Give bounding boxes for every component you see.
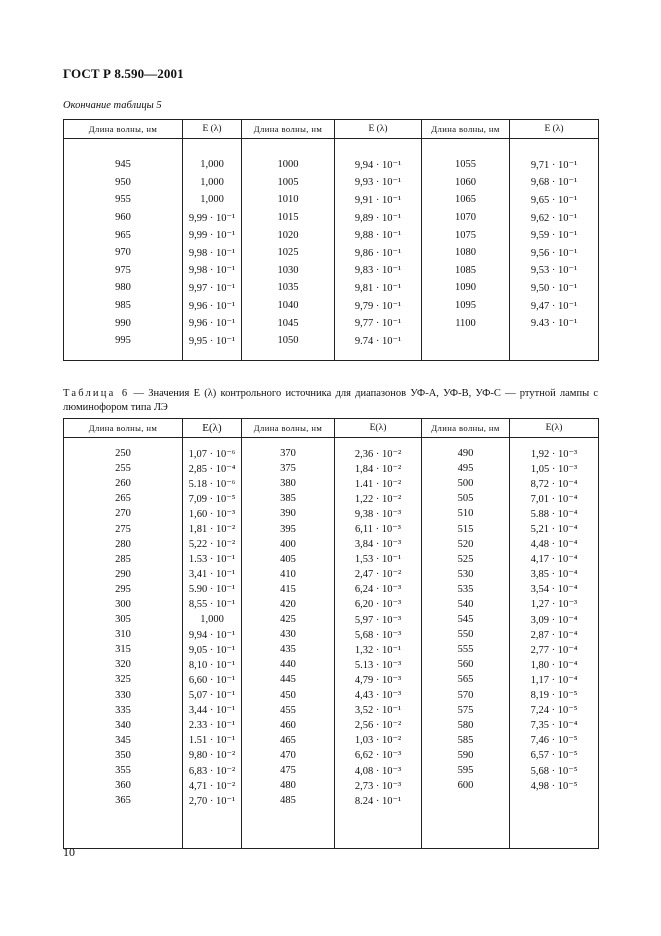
e-value-cell: 3,85 · 10⁻⁴ — [510, 567, 599, 582]
table-row — [64, 597, 599, 612]
table5-col-wavelength-1: Длина волны, нм — [64, 120, 183, 139]
wavelength-cell: 370 — [242, 446, 335, 461]
e-value-cell: 1,60 · 10⁻³ — [183, 506, 242, 521]
e-value-cell — [510, 332, 599, 350]
wavelength-cell: 995 — [64, 332, 183, 350]
wavelength-cell: 1030 — [242, 262, 335, 280]
wavelength-cell: 1100 — [422, 314, 510, 332]
table-row — [64, 763, 599, 778]
wavelength-cell: 1040 — [242, 297, 335, 315]
wavelength-cell: 400 — [242, 537, 335, 552]
e-value-cell: 6,57 · 10⁻⁵ — [510, 748, 599, 763]
table-row — [64, 703, 599, 718]
wavelength-cell: 360 — [64, 778, 183, 793]
wavelength-cell: 1080 — [422, 244, 510, 262]
e-value-cell: 9,80 · 10⁻² — [183, 748, 242, 763]
e-value-cell: 2,85 · 10⁻⁴ — [183, 461, 242, 476]
wavelength-cell: 525 — [422, 552, 510, 567]
table-row — [64, 191, 599, 209]
table-cell — [183, 438, 242, 447]
e-value-cell: 9,83 · 10⁻¹ — [335, 262, 422, 280]
wavelength-cell: 1075 — [422, 226, 510, 244]
e-value-cell: 8,19 · 10⁻⁵ — [510, 688, 599, 703]
e-value-cell: 9,62 · 10⁻¹ — [510, 209, 599, 227]
wavelength-cell: 1015 — [242, 209, 335, 227]
wavelength-cell: 530 — [422, 567, 510, 582]
e-value-cell: 1,32 · 10⁻¹ — [335, 642, 422, 657]
wavelength-cell: 300 — [64, 597, 183, 612]
e-value-cell: 7,46 · 10⁻⁵ — [510, 733, 599, 748]
e-value-cell: 1,80 · 10⁻⁴ — [510, 657, 599, 672]
e-value-cell: 9,79 · 10⁻¹ — [335, 297, 422, 315]
table-row — [64, 537, 599, 552]
e-value-cell: 9,05 · 10⁻¹ — [183, 642, 242, 657]
e-value-cell: 2,73 · 10⁻³ — [335, 778, 422, 793]
table-row — [64, 446, 599, 461]
e-value-cell: 6,24 · 10⁻³ — [335, 582, 422, 597]
e-value-cell: 9,86 · 10⁻¹ — [335, 244, 422, 262]
wavelength-cell: 950 — [64, 174, 183, 192]
e-value-cell: 4,48 · 10⁻⁴ — [510, 537, 599, 552]
table6-col-e-2: E(λ) — [335, 419, 422, 438]
wavelength-cell: 600 — [422, 778, 510, 793]
wavelength-cell: 990 — [64, 314, 183, 332]
wavelength-cell: 415 — [242, 582, 335, 597]
wavelength-cell: 380 — [242, 476, 335, 491]
wavelength-cell: 1010 — [242, 191, 335, 209]
table-cell — [64, 139, 183, 157]
table-row — [64, 174, 599, 192]
table5-body — [64, 139, 599, 361]
table-cell — [183, 139, 242, 157]
table-spacer-row — [64, 139, 599, 157]
e-value-cell: 1,17 · 10⁻⁴ — [510, 672, 599, 687]
wavelength-cell: 575 — [422, 703, 510, 718]
e-value-cell: 9.74 · 10⁻¹ — [335, 332, 422, 350]
table-row — [64, 582, 599, 597]
e-value-cell: 6,83 · 10⁻² — [183, 763, 242, 778]
wavelength-cell: 960 — [64, 209, 183, 227]
e-value-cell: 1,07 · 10⁻⁶ — [183, 446, 242, 461]
wavelength-cell: 970 — [64, 244, 183, 262]
e-value-cell: 1.51 · 10⁻¹ — [183, 733, 242, 748]
e-value-cell: 5,07 · 10⁻¹ — [183, 688, 242, 703]
wavelength-cell: 315 — [64, 642, 183, 657]
e-value-cell: 5,97 · 10⁻³ — [335, 612, 422, 627]
table-cell — [510, 438, 599, 447]
e-value-cell: 1,27 · 10⁻³ — [510, 597, 599, 612]
table-tail-row — [64, 350, 599, 361]
e-value-cell: 9,94 · 10⁻¹ — [335, 156, 422, 174]
table-row — [64, 506, 599, 521]
wavelength-cell: 285 — [64, 552, 183, 567]
wavelength-cell: 345 — [64, 733, 183, 748]
table5-col-e-3: E (λ) — [510, 120, 599, 139]
wavelength-cell: 335 — [64, 703, 183, 718]
e-value-cell: 1,53 · 10⁻¹ — [335, 552, 422, 567]
wavelength-cell: 1060 — [422, 174, 510, 192]
wavelength-cell: 310 — [64, 627, 183, 642]
table-cell — [183, 808, 242, 849]
table-cell — [510, 808, 599, 849]
table6-caption-text: — Значения E (λ) контрольного источника для диапазонов УФ-А, УФ-В, УФ-С — ртутной лампы с люминофором типа ЛЭ — [63, 388, 598, 413]
e-value-cell: 2,36 · 10⁻² — [335, 446, 422, 461]
table-row — [64, 262, 599, 280]
table-cell — [422, 350, 510, 361]
wavelength-cell: 1090 — [422, 279, 510, 297]
table-row — [64, 461, 599, 476]
e-value-cell: 1,84 · 10⁻² — [335, 461, 422, 476]
wavelength-cell: 1095 — [422, 297, 510, 315]
wavelength-cell: 250 — [64, 446, 183, 461]
table-cell — [422, 139, 510, 157]
table6-col-wavelength-1: Длина волны, нм — [64, 419, 183, 438]
wavelength-cell: 350 — [64, 748, 183, 763]
table-row — [64, 226, 599, 244]
table5-col-e-2: E (λ) — [335, 120, 422, 139]
e-value-cell: 1,92 · 10⁻³ — [510, 446, 599, 461]
e-value-cell: 1,000 — [183, 191, 242, 209]
e-value-cell — [510, 793, 599, 808]
wavelength-cell: 565 — [422, 672, 510, 687]
wavelength-cell: 280 — [64, 537, 183, 552]
table5-col-wavelength-2: Длина волны, нм — [242, 120, 335, 139]
table-spacer-row — [64, 438, 599, 447]
table5-col-e-1: E (λ) — [183, 120, 242, 139]
table-row — [64, 657, 599, 672]
wavelength-cell: 385 — [242, 491, 335, 506]
wavelength-cell: 1065 — [422, 191, 510, 209]
table-row — [64, 297, 599, 315]
e-value-cell: 5,68 · 10⁻⁵ — [510, 763, 599, 778]
table-row — [64, 521, 599, 536]
wavelength-cell: 450 — [242, 688, 335, 703]
wavelength-cell: 375 — [242, 461, 335, 476]
e-value-cell: 4,43 · 10⁻³ — [335, 688, 422, 703]
e-value-cell: 9,59 · 10⁻¹ — [510, 226, 599, 244]
wavelength-cell: 1085 — [422, 262, 510, 280]
e-value-cell: 9,97 · 10⁻¹ — [183, 279, 242, 297]
wavelength-cell: 1005 — [242, 174, 335, 192]
e-value-cell: 3,84 · 10⁻³ — [335, 537, 422, 552]
wavelength-cell: 550 — [422, 627, 510, 642]
wavelength-cell: 955 — [64, 191, 183, 209]
table6-col-wavelength-2: Длина волны, нм — [242, 419, 335, 438]
wavelength-cell: 305 — [64, 612, 183, 627]
e-value-cell: 1,03 · 10⁻² — [335, 733, 422, 748]
e-value-cell: 2,70 · 10⁻¹ — [183, 793, 242, 808]
e-value-cell: 9,50 · 10⁻¹ — [510, 279, 599, 297]
e-value-cell: 1.41 · 10⁻² — [335, 476, 422, 491]
e-value-cell: 4,79 · 10⁻³ — [335, 672, 422, 687]
e-value-cell: 9,56 · 10⁻¹ — [510, 244, 599, 262]
wavelength-cell: 295 — [64, 582, 183, 597]
table-cell — [242, 808, 335, 849]
e-value-cell: 8,72 · 10⁻⁴ — [510, 476, 599, 491]
wavelength-cell: 1055 — [422, 156, 510, 174]
e-value-cell: 9,68 · 10⁻¹ — [510, 174, 599, 192]
e-value-cell: 5,21 · 10⁻⁴ — [510, 521, 599, 536]
e-value-cell: 9,53 · 10⁻¹ — [510, 262, 599, 280]
wavelength-cell: 275 — [64, 521, 183, 536]
wavelength-cell: 320 — [64, 657, 183, 672]
e-value-cell: 9,91 · 10⁻¹ — [335, 191, 422, 209]
wavelength-cell: 595 — [422, 763, 510, 778]
table5-col-wavelength-3: Длина волны, нм — [422, 120, 510, 139]
e-value-cell: 5,68 · 10⁻³ — [335, 627, 422, 642]
e-value-cell: 7,01 · 10⁻⁴ — [510, 491, 599, 506]
e-value-cell: 3,44 · 10⁻¹ — [183, 703, 242, 718]
table-row — [64, 567, 599, 582]
wavelength-cell: 975 — [64, 262, 183, 280]
e-value-cell: 9,89 · 10⁻¹ — [335, 209, 422, 227]
table-row — [64, 733, 599, 748]
e-value-cell: 5.88 · 10⁻⁴ — [510, 506, 599, 521]
e-value-cell: 5.90 · 10⁻¹ — [183, 582, 242, 597]
e-value-cell: 3,09 · 10⁻⁴ — [510, 612, 599, 627]
wavelength-cell: 490 — [422, 446, 510, 461]
table-row — [64, 627, 599, 642]
e-value-cell: 9,98 · 10⁻¹ — [183, 262, 242, 280]
table-row — [64, 688, 599, 703]
wavelength-cell: 265 — [64, 491, 183, 506]
table-cell — [242, 438, 335, 447]
e-value-cell: 9,99 · 10⁻¹ — [183, 226, 242, 244]
table-row — [64, 279, 599, 297]
wavelength-cell: 1045 — [242, 314, 335, 332]
table-row — [64, 332, 599, 350]
e-value-cell: 6,11 · 10⁻³ — [335, 521, 422, 536]
wavelength-cell: 435 — [242, 642, 335, 657]
wavelength-cell: 540 — [422, 597, 510, 612]
wavelength-cell: 410 — [242, 567, 335, 582]
wavelength-cell: 470 — [242, 748, 335, 763]
table-cell — [335, 438, 422, 447]
wavelength-cell: 945 — [64, 156, 183, 174]
table-row — [64, 156, 599, 174]
table6-header-row — [64, 419, 599, 438]
wavelength-cell: 475 — [242, 763, 335, 778]
table6-caption-label: Таблица 6 — [63, 388, 130, 399]
table-cell — [64, 350, 183, 361]
table6-body — [64, 438, 599, 849]
e-value-cell: 2,77 · 10⁻⁴ — [510, 642, 599, 657]
table-row — [64, 718, 599, 733]
table-cell — [510, 350, 599, 361]
table-row — [64, 314, 599, 332]
e-value-cell: 3,52 · 10⁻¹ — [335, 703, 422, 718]
wavelength-cell: 1035 — [242, 279, 335, 297]
wavelength-cell: 270 — [64, 506, 183, 521]
wavelength-cell: 455 — [242, 703, 335, 718]
wavelength-cell: 290 — [64, 567, 183, 582]
table-row — [64, 244, 599, 262]
e-value-cell: 9,47 · 10⁻¹ — [510, 297, 599, 315]
e-value-cell: 1,05 · 10⁻³ — [510, 461, 599, 476]
wavelength-cell: 430 — [242, 627, 335, 642]
wavelength-cell: 485 — [242, 793, 335, 808]
table-row — [64, 778, 599, 793]
wavelength-cell — [422, 793, 510, 808]
wavelength-cell: 340 — [64, 718, 183, 733]
wavelength-cell: 480 — [242, 778, 335, 793]
e-value-cell: 9,95 · 10⁻¹ — [183, 332, 242, 350]
e-value-cell: 9,99 · 10⁻¹ — [183, 209, 242, 227]
e-value-cell: 1,000 — [183, 612, 242, 627]
e-value-cell: 9,96 · 10⁻¹ — [183, 314, 242, 332]
wavelength-cell: 365 — [64, 793, 183, 808]
table-cell — [335, 808, 422, 849]
table-row — [64, 748, 599, 763]
e-value-cell: 9,88 · 10⁻¹ — [335, 226, 422, 244]
e-value-cell: 9,98 · 10⁻¹ — [183, 244, 242, 262]
e-value-cell: 8,10 · 10⁻¹ — [183, 657, 242, 672]
table6-col-e-1: E(λ) — [183, 419, 242, 438]
e-value-cell: 6,62 · 10⁻³ — [335, 748, 422, 763]
wavelength-cell: 325 — [64, 672, 183, 687]
e-value-cell: 9,94 · 10⁻¹ — [183, 627, 242, 642]
e-value-cell: 6,60 · 10⁻¹ — [183, 672, 242, 687]
table5-header-row — [64, 120, 599, 139]
e-value-cell: 9.43 · 10⁻¹ — [510, 314, 599, 332]
e-value-cell: 9,81 · 10⁻¹ — [335, 279, 422, 297]
wavelength-cell: 505 — [422, 491, 510, 506]
table-cell — [335, 350, 422, 361]
table-row — [64, 793, 599, 808]
wavelength-cell: 520 — [422, 537, 510, 552]
wavelength-cell: 515 — [422, 521, 510, 536]
table-tail-row — [64, 808, 599, 849]
e-value-cell: 5,22 · 10⁻² — [183, 537, 242, 552]
table-row — [64, 612, 599, 627]
table-cell — [242, 139, 335, 157]
wavelength-cell: 965 — [64, 226, 183, 244]
e-value-cell: 1,22 · 10⁻² — [335, 491, 422, 506]
wavelength-cell: 390 — [242, 506, 335, 521]
wavelength-cell: 1000 — [242, 156, 335, 174]
wavelength-cell: 260 — [64, 476, 183, 491]
wavelength-cell: 590 — [422, 748, 510, 763]
wavelength-cell: 355 — [64, 763, 183, 778]
table-row — [64, 642, 599, 657]
e-value-cell: 9,38 · 10⁻³ — [335, 506, 422, 521]
table-cell — [335, 139, 422, 157]
e-value-cell: 2,47 · 10⁻² — [335, 567, 422, 582]
table6-col-e-3: E(λ) — [510, 419, 599, 438]
wavelength-cell: 555 — [422, 642, 510, 657]
wavelength-cell: 465 — [242, 733, 335, 748]
wavelength-cell: 440 — [242, 657, 335, 672]
table-cell — [422, 438, 510, 447]
e-value-cell: 3,54 · 10⁻⁴ — [510, 582, 599, 597]
e-value-cell: 5.18 · 10⁻⁶ — [183, 476, 242, 491]
wavelength-cell: 985 — [64, 297, 183, 315]
e-value-cell: 7,35 · 10⁻⁴ — [510, 718, 599, 733]
table-cell — [64, 808, 183, 849]
e-value-cell: 8.24 · 10⁻¹ — [335, 793, 422, 808]
e-value-cell: 5.13 · 10⁻³ — [335, 657, 422, 672]
table-cell — [510, 139, 599, 157]
wavelength-cell: 1070 — [422, 209, 510, 227]
e-value-cell: 9,71 · 10⁻¹ — [510, 156, 599, 174]
table-row — [64, 491, 599, 506]
e-value-cell: 9,93 · 10⁻¹ — [335, 174, 422, 192]
wavelength-cell: 395 — [242, 521, 335, 536]
wavelength-cell: 560 — [422, 657, 510, 672]
e-value-cell: 4,08 · 10⁻³ — [335, 763, 422, 778]
table6 — [63, 418, 599, 849]
table-row — [64, 552, 599, 567]
table6-caption — [63, 387, 598, 415]
e-value-cell: 7,24 · 10⁻⁵ — [510, 703, 599, 718]
wavelength-cell: 545 — [422, 612, 510, 627]
wavelength-cell: 460 — [242, 718, 335, 733]
e-value-cell: 9,77 · 10⁻¹ — [335, 314, 422, 332]
wavelength-cell: 980 — [64, 279, 183, 297]
wavelength-cell: 1025 — [242, 244, 335, 262]
table-cell — [183, 350, 242, 361]
document-header: ГОСТ Р 8.590—2001 — [63, 66, 184, 81]
page-number: 10 — [63, 845, 75, 859]
table5 — [63, 119, 599, 361]
table-cell — [242, 350, 335, 361]
wavelength-cell: 1050 — [242, 332, 335, 350]
e-value-cell: 1,000 — [183, 156, 242, 174]
e-value-cell: 1,000 — [183, 174, 242, 192]
wavelength-cell: 405 — [242, 552, 335, 567]
e-value-cell: 2.33 · 10⁻¹ — [183, 718, 242, 733]
e-value-cell: 8,55 · 10⁻¹ — [183, 597, 242, 612]
e-value-cell: 4,17 · 10⁻⁴ — [510, 552, 599, 567]
wavelength-cell: 425 — [242, 612, 335, 627]
e-value-cell: 6,20 · 10⁻³ — [335, 597, 422, 612]
wavelength-cell: 510 — [422, 506, 510, 521]
wavelength-cell: 255 — [64, 461, 183, 476]
wavelength-cell: 580 — [422, 718, 510, 733]
wavelength-cell — [422, 332, 510, 350]
e-value-cell: 9,65 · 10⁻¹ — [510, 191, 599, 209]
table-cell — [422, 808, 510, 849]
wavelength-cell: 330 — [64, 688, 183, 703]
wavelength-cell: 535 — [422, 582, 510, 597]
wavelength-cell: 445 — [242, 672, 335, 687]
wavelength-cell: 570 — [422, 688, 510, 703]
table6-col-wavelength-3: Длина волны, нм — [422, 419, 510, 438]
e-value-cell: 1.53 · 10⁻¹ — [183, 552, 242, 567]
table-row — [64, 209, 599, 227]
wavelength-cell: 500 — [422, 476, 510, 491]
wavelength-cell: 585 — [422, 733, 510, 748]
e-value-cell: 3,41 · 10⁻¹ — [183, 567, 242, 582]
e-value-cell: 4,71 · 10⁻² — [183, 778, 242, 793]
e-value-cell: 9,96 · 10⁻¹ — [183, 297, 242, 315]
table-cell — [64, 438, 183, 447]
e-value-cell: 1,81 · 10⁻² — [183, 521, 242, 536]
table-row — [64, 476, 599, 491]
wavelength-cell: 1020 — [242, 226, 335, 244]
e-value-cell: 7,09 · 10⁻⁵ — [183, 491, 242, 506]
e-value-cell: 4,98 · 10⁻⁵ — [510, 778, 599, 793]
e-value-cell: 2,87 · 10⁻⁴ — [510, 627, 599, 642]
wavelength-cell: 495 — [422, 461, 510, 476]
table-row — [64, 672, 599, 687]
table5-caption: Окончание таблицы 5 — [63, 100, 162, 111]
wavelength-cell: 420 — [242, 597, 335, 612]
e-value-cell: 2,56 · 10⁻² — [335, 718, 422, 733]
